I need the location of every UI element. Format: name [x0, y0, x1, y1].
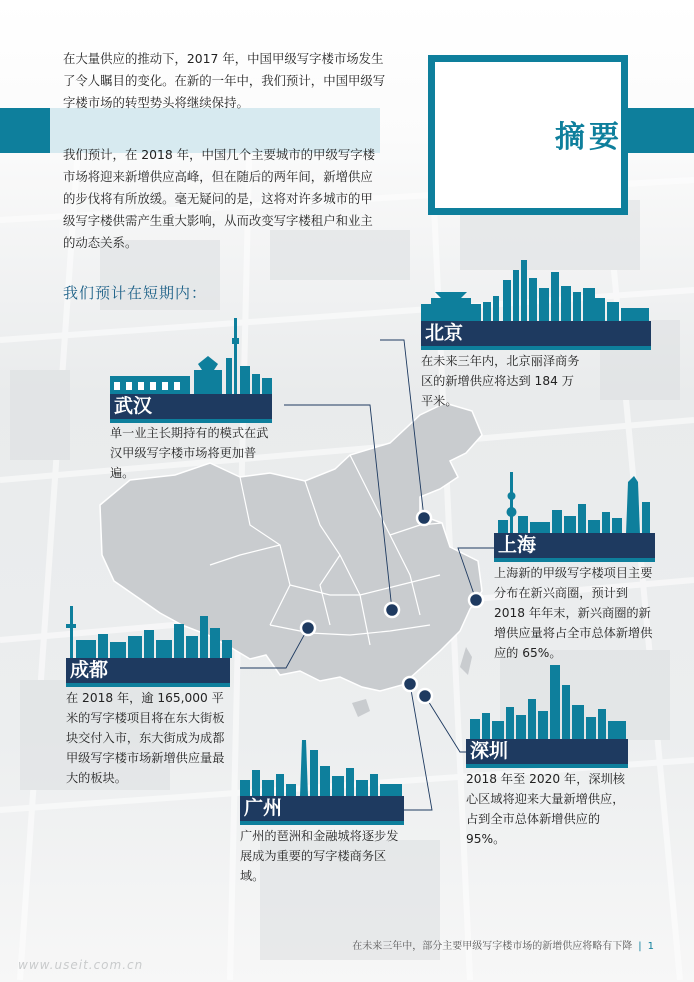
- city-text-beijing: 在未来三年内，北京丽泽商务区的新增供应将达到 184 万平米。: [421, 354, 580, 408]
- marker-shenzhen: [418, 689, 432, 703]
- intro-paragraph-2: 我们预计，在 2018 年，中国几个主要城市的甲级写字楼市场将迎来新增供应高峰，但在随后的两年间，新增供应的步伐将有所放缓。毫无疑问的是，这将对许多城市的甲级写字楼供需产生重大影响，从而改变写字楼租户和业主的动态关系。: [63, 147, 376, 250]
- city-banner-shenzhen: 深圳: [466, 739, 628, 764]
- intro-paragraph-1: 在大量供应的推动下，2017 年，中国甲级写字楼市场发生了令人瞩目的变化。在新的一年中，我们预计，中国甲级写字楼市场的转型势头将继续保持。: [63, 51, 386, 110]
- page-footer: [352, 937, 654, 952]
- marker-beijing: [417, 511, 431, 525]
- city-banner-wuhan: 武汉: [110, 394, 272, 419]
- watermark: www.useit.com.cn: [18, 958, 144, 972]
- footer-separator: |: [638, 941, 642, 952]
- marker-guangzhou: [403, 677, 417, 691]
- marker-shanghai: [469, 593, 483, 607]
- wuhan-skyline: [110, 318, 272, 394]
- city-banner-shanghai: 上海: [494, 533, 655, 558]
- shanghai-skyline: [494, 472, 656, 534]
- page-number: 1: [647, 941, 654, 952]
- beijing-skyline: [421, 258, 651, 322]
- guangzhou-skyline: [240, 740, 404, 796]
- marker-wuhan: [385, 603, 399, 617]
- abstract-title: 摘要: [555, 120, 623, 155]
- city-text-guangzhou: 广州的琶洲和金融城将逐步发展成为重要的写字楼商务区域。: [240, 829, 399, 883]
- city-markers: [301, 511, 483, 703]
- city-banner-chengdu: 成都: [66, 658, 230, 683]
- city-text-chengdu: 在 2018 年，逾 165,000 平米的写字楼项目将在东大街板块交付入市，东大街成为成都甲级写字楼市场新增供应量最大的板块。: [66, 691, 225, 785]
- footer-caption: 在未来三年中，部分主要甲级写字楼市场的新增供应将略有下降: [352, 941, 633, 952]
- section-subtitle: 我们预计在短期内：: [63, 284, 208, 302]
- city-text-shenzhen: 2018 年至 2020 年，深圳核心区域将迎来大量新增供应，占到全市总体新增供应的 95%。: [466, 772, 625, 846]
- city-text-shanghai: 上海新的甲级写字楼项目主要分布在新兴商圈，预计到 2018 年年末，新兴商圈的新增供应量将占全市总体新增供应的 65%。: [494, 566, 653, 660]
- city-banner-guangzhou: 广州: [240, 796, 404, 821]
- marker-chengdu: [301, 621, 315, 635]
- chengdu-skyline: [66, 606, 232, 658]
- shenzhen-skyline: [466, 665, 628, 739]
- city-banner-beijing: 北京: [421, 321, 651, 346]
- city-text-wuhan: 单一业主长期持有的模式在武汉甲级写字楼市场将更加普遍。: [110, 426, 269, 480]
